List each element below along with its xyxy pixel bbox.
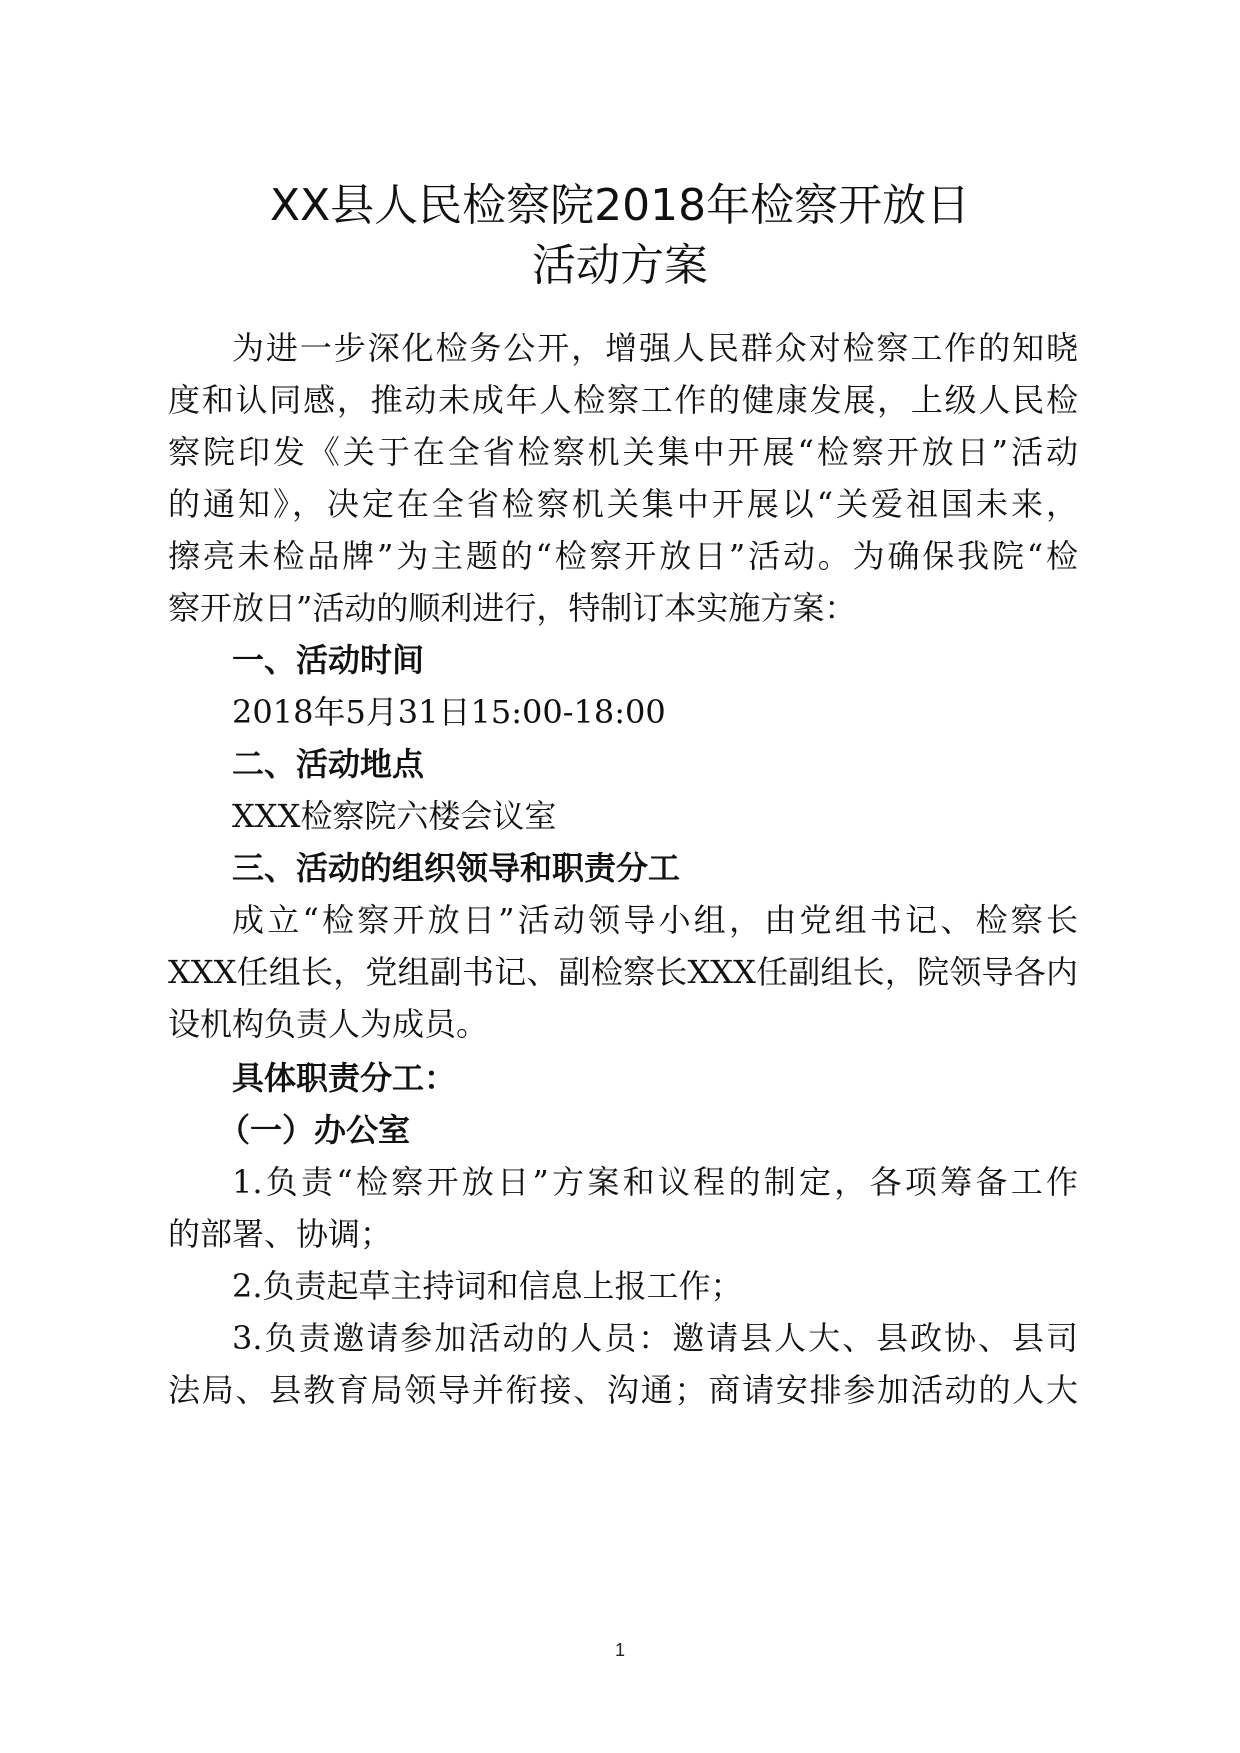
duty-item-1-line-2: 的部署、协调； — [168, 1215, 393, 1253]
duty-item-1-line-1: 1.负责“检察开放日”方案和议程的制定，各项筹备工作 — [232, 1163, 1078, 1201]
section-3-heading: 三、活动的组织领导和职责分工 — [232, 849, 681, 887]
intro-line-1: 为进一步深化检务公开，增强人民群众对检察工作的知晓 — [232, 329, 1078, 367]
duty-item-2: 2.负责起草主持词和信息上报工作； — [232, 1267, 743, 1305]
intro-line-3: 察院印发《关于在全省检察机关集中开展“检察开放日”活动 — [168, 433, 1078, 471]
document-title-line-2: 活动方案 — [532, 240, 708, 291]
intro-line-5: 擦亮未检品牌”为主题的“检察开放日”活动。为确保我院“检 — [168, 537, 1078, 575]
intro-line-6: 察开放日”活动的顺利进行，特制订本实施方案： — [168, 589, 857, 627]
intro-line-4: 的通知》，决定在全省检察机关集中开展以“关爱祖国未来， — [168, 485, 1078, 523]
duty-item-3-line-1: 3.负责邀请参加活动的人员：邀请县人大、县政协、县司 — [232, 1319, 1078, 1357]
intro-line-2: 度和认同感，推动未成年人检察工作的健康发展，上级人民检 — [168, 381, 1078, 419]
page-number: 1 — [614, 1640, 625, 1660]
section-3-line-2: XXX任组长，党组副书记、副检察长XXX任副组长，院领导各内 — [168, 953, 1078, 991]
section-2-heading: 二、活动地点 — [232, 745, 425, 783]
section-1-text: 2018年5月31日15:00-18:00 — [232, 693, 666, 731]
section-3-line-1: 成立“检察开放日”活动领导小组，由党组书记、检察长 — [232, 901, 1078, 939]
duty-item-3-line-2: 法局、县教育局领导并衔接、沟通；商请安排参加活动的人大 — [168, 1371, 1078, 1409]
duties-heading: 具体职责分工： — [232, 1059, 457, 1097]
office-heading: （一）办公室 — [218, 1111, 411, 1149]
section-3-line-3: 设机构负责人为成员。 — [168, 1005, 489, 1043]
document-title-line-1: XX县人民检察院2018年检察开放日 — [269, 180, 971, 231]
section-2-text: XXX检察院六楼会议室 — [232, 797, 557, 835]
section-1-heading: 一、活动时间 — [232, 641, 425, 679]
